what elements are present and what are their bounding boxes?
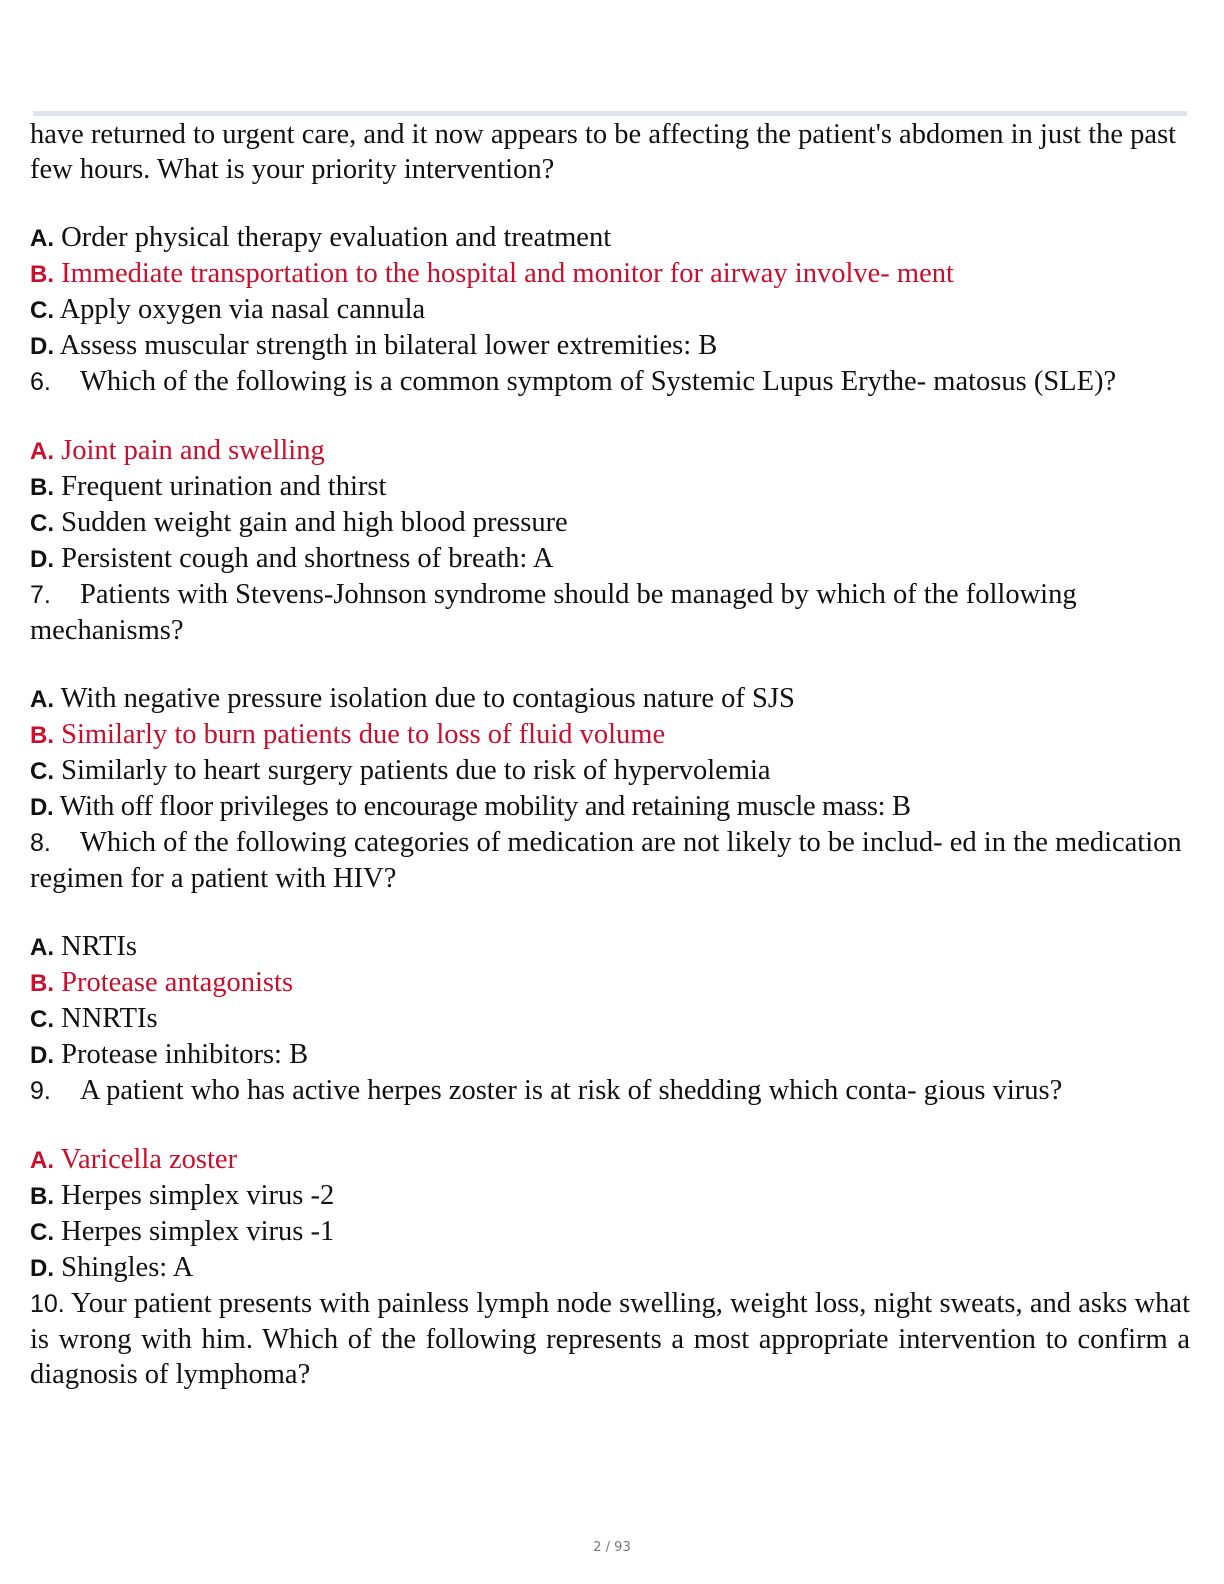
option-a: A. NRTIs [30, 931, 137, 962]
question-number: 9. [30, 1077, 51, 1105]
question-8 [30, 825, 1190, 896]
question-text: A patient who has active herpes zoster is at risk of shedding which conta- gious virus? [80, 1075, 1063, 1106]
option-c: C. Sudden weight gain and high blood pressure [30, 507, 568, 538]
spacer [30, 187, 1190, 220]
option-c: C. Apply oxygen via nasal cannula [30, 294, 426, 325]
question-7-options [30, 681, 1190, 825]
spacer [30, 1109, 1190, 1142]
question-6 [30, 364, 1190, 400]
option-c: C. Herpes simplex virus -1 [30, 1216, 335, 1247]
question-text: Patients with Stevens-Johnson syndrome should be managed by which of the following mechanisms? [30, 579, 1077, 646]
option-a-correct: A. Joint pain and swelling [30, 435, 325, 466]
option-d: D. With off floor privileges to encourage mobility and retaining muscle mass: B [30, 791, 911, 822]
question-number: 8. [30, 829, 51, 857]
option-d: D. Assess muscular strength in bilateral lower extremities: B [30, 330, 718, 361]
option-c: C. Similarly to heart surgery patients due to risk of hypervolemia [30, 755, 771, 786]
question-9-options [30, 1142, 1190, 1286]
question-text: Which of the following categories of medication are not likely to be includ- ed in the medication regimen for a patient with HIV? [30, 827, 1182, 894]
question-text: Your patient presents with painless lymph node swelling, weight loss, night sweats, and asks what is wrong with him. Which of the following represents a most appropriate intervention to confirm a diagnosis of lymphoma? [30, 1288, 1190, 1390]
option-a-correct: A. Varicella zoster [30, 1144, 238, 1175]
option-d: D. Persistent cough and shortness of breath: A [30, 543, 554, 574]
option-b-correct: B. Immediate transportation to the hospital and monitor for airway involve- ment [30, 258, 954, 289]
document-content [30, 117, 1190, 1392]
option-d: D. Shingles: A [30, 1252, 194, 1283]
question-number: 10. [30, 1290, 65, 1318]
question-8-options [30, 929, 1190, 1073]
question-number: 7. [30, 581, 51, 609]
option-a: A. With negative pressure isolation due to contagious nature of SJS [30, 683, 795, 714]
question-9 [30, 1073, 1190, 1109]
option-b-correct: B. Protease antagonists [30, 967, 294, 998]
question-6-options [30, 433, 1190, 577]
page-indicator: 2 / 93 [593, 1540, 631, 1555]
option-d: D. Protease inhibitors: B [30, 1039, 309, 1070]
option-b-correct: B. Similarly to burn patients due to loss of fluid volume [30, 719, 666, 750]
spacer [30, 400, 1190, 433]
spacer [30, 896, 1190, 929]
question-text: Which of the following is a common symptom of Systemic Lupus Erythe- matosus (SLE)? [80, 366, 1117, 397]
question-10 [30, 1286, 1190, 1392]
question-5-options [30, 220, 1190, 364]
option-b: B. Frequent urination and thirst [30, 471, 387, 502]
spacer [30, 648, 1190, 681]
option-a: A. Order physical therapy evaluation and treatment [30, 222, 612, 253]
top-divider [33, 111, 1187, 116]
question-5-continuation: have returned to urgent care, and it now appears to be affecting the patient's abdomen in just the past few hours. What is your priority intervention? [30, 119, 1177, 185]
question-number: 6. [30, 368, 51, 396]
option-b: B. Herpes simplex virus -2 [30, 1180, 335, 1211]
option-c: C. NNRTIs [30, 1003, 158, 1034]
question-7 [30, 577, 1190, 648]
